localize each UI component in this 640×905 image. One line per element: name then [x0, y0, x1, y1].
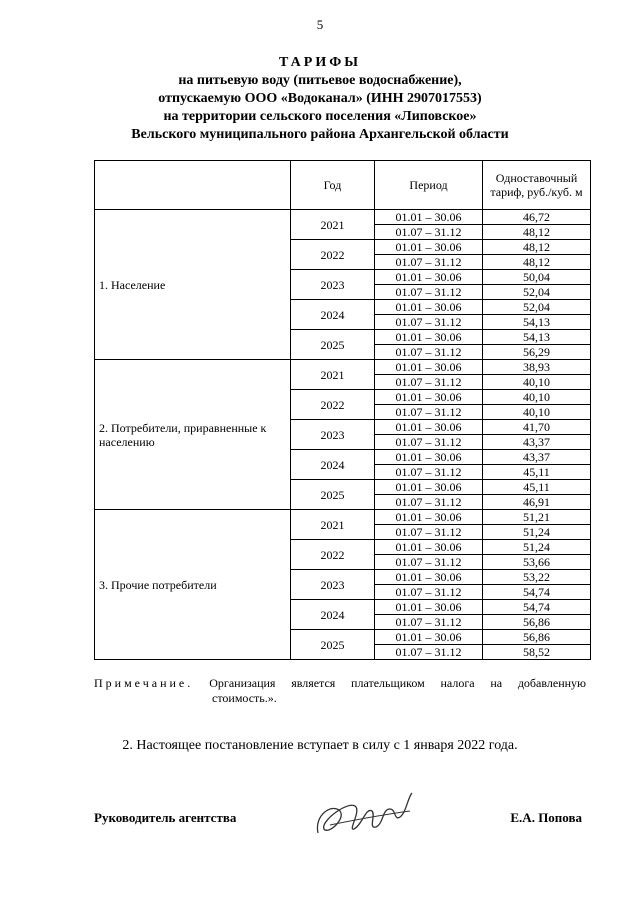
table-row	[95, 360, 591, 375]
period-cell: 01.07 – 31.12	[375, 495, 483, 510]
note-text-continued: стоимость.».	[212, 691, 277, 705]
tariff-value-cell: 52,04	[483, 285, 591, 300]
tariff-value-cell: 54,74	[483, 585, 591, 600]
title-line: отпускаемую ООО «Водоканал» (ИНН 2907017553)	[158, 91, 482, 106]
period-cell: 01.01 – 30.06	[375, 600, 483, 615]
period-cell: 01.07 – 31.12	[375, 555, 483, 570]
category-cell: 1. Население	[95, 210, 291, 360]
year-cell: 2024	[291, 300, 375, 330]
period-cell: 01.07 – 31.12	[375, 645, 483, 660]
title-line: Вельского муниципального района Архангельской области	[131, 127, 509, 142]
signatory-name: Е.А. Попова	[510, 810, 582, 825]
tariff-value-cell: 43,37	[483, 435, 591, 450]
period-cell: 01.07 – 31.12	[375, 225, 483, 240]
tariff-value-cell: 41,70	[483, 420, 591, 435]
tariff-value-cell: 54,13	[483, 330, 591, 345]
title-heading: ТАРИФЫ	[279, 55, 361, 70]
tariff-value-cell: 48,12	[483, 255, 591, 270]
year-cell: 2024	[291, 450, 375, 480]
year-cell: 2022	[291, 540, 375, 570]
period-cell: 01.01 – 30.06	[375, 210, 483, 225]
header-category	[95, 161, 291, 210]
period-cell: 01.07 – 31.12	[375, 345, 483, 360]
period-cell: 01.07 – 31.12	[375, 525, 483, 540]
year-cell: 2025	[291, 330, 375, 360]
period-cell: 01.07 – 31.12	[375, 585, 483, 600]
page-number: 5	[316, 17, 324, 32]
tariff-value-cell: 56,29	[483, 345, 591, 360]
year-cell: 2025	[291, 480, 375, 510]
tariffs-table	[94, 160, 591, 660]
title-line: на территории сельского поселения «Липовское»	[163, 109, 477, 124]
period-cell: 01.07 – 31.12	[375, 255, 483, 270]
year-cell: 2021	[291, 360, 375, 390]
tariff-value-cell: 50,04	[483, 270, 591, 285]
tariff-value-cell: 51,24	[483, 525, 591, 540]
tariff-value-cell: 58,52	[483, 645, 591, 660]
tariff-value-cell: 52,04	[483, 300, 591, 315]
period-cell: 01.01 – 30.06	[375, 240, 483, 255]
table-header-row	[95, 161, 591, 210]
tariff-value-cell: 40,10	[483, 405, 591, 420]
note	[94, 676, 586, 706]
signatory-role: Руководитель агентства	[94, 810, 237, 825]
tariff-value-cell: 40,10	[483, 390, 591, 405]
period-cell: 01.07 – 31.12	[375, 315, 483, 330]
year-cell: 2023	[291, 570, 375, 600]
handwritten-signature	[310, 785, 420, 845]
period-cell: 01.07 – 31.12	[375, 435, 483, 450]
tariff-value-cell: 48,12	[483, 240, 591, 255]
table-row	[95, 510, 591, 525]
tariff-value-cell: 38,93	[483, 360, 591, 375]
period-cell: 01.01 – 30.06	[375, 480, 483, 495]
tariff-value-cell: 43,37	[483, 450, 591, 465]
period-cell: 01.01 – 30.06	[375, 540, 483, 555]
tariff-value-cell: 56,86	[483, 615, 591, 630]
period-cell: 01.07 – 31.12	[375, 285, 483, 300]
period-cell: 01.07 – 31.12	[375, 405, 483, 420]
period-cell: 01.07 – 31.12	[375, 615, 483, 630]
period-cell: 01.01 – 30.06	[375, 630, 483, 645]
tariffs-table-body	[95, 210, 591, 660]
period-cell: 01.01 – 30.06	[375, 270, 483, 285]
header-tariff: Одноставочный тариф, руб./куб. м	[483, 161, 591, 210]
tariff-value-cell: 46,91	[483, 495, 591, 510]
year-cell: 2023	[291, 270, 375, 300]
tariff-value-cell: 54,74	[483, 600, 591, 615]
period-cell: 01.01 – 30.06	[375, 570, 483, 585]
period-cell: 01.01 – 30.06	[375, 420, 483, 435]
tariff-value-cell: 48,12	[483, 225, 591, 240]
document-title	[0, 54, 640, 144]
tariff-value-cell: 56,86	[483, 630, 591, 645]
tariff-value-cell: 46,72	[483, 210, 591, 225]
header-year: Год	[291, 161, 375, 210]
period-cell: 01.01 – 30.06	[375, 360, 483, 375]
period-cell: 01.07 – 31.12	[375, 375, 483, 390]
year-cell: 2024	[291, 600, 375, 630]
year-cell: 2021	[291, 510, 375, 540]
period-cell: 01.01 – 30.06	[375, 510, 483, 525]
tariff-value-cell: 53,66	[483, 555, 591, 570]
tariff-value-cell: 54,13	[483, 315, 591, 330]
tariff-value-cell: 40,10	[483, 375, 591, 390]
year-cell: 2023	[291, 420, 375, 450]
note-label: Примечание.	[94, 676, 194, 690]
period-cell: 01.01 – 30.06	[375, 330, 483, 345]
period-cell: 01.01 – 30.06	[375, 300, 483, 315]
decree-text: 2. Настоящее постановление вступает в силу с 1 января 2022 года.	[122, 738, 518, 753]
tariff-value-cell: 51,21	[483, 510, 591, 525]
period-cell: 01.01 – 30.06	[375, 390, 483, 405]
category-cell: 2. Потребители, приравненные к населению	[95, 360, 291, 510]
year-cell: 2022	[291, 240, 375, 270]
year-cell: 2025	[291, 630, 375, 660]
period-cell: 01.07 – 31.12	[375, 465, 483, 480]
period-cell: 01.01 – 30.06	[375, 450, 483, 465]
category-cell: 3. Прочие потребители	[95, 510, 291, 660]
note-text: Организация является плательщиком налога на добавленную	[209, 676, 586, 690]
tariff-value-cell: 53,22	[483, 570, 591, 585]
table-row	[95, 210, 591, 225]
header-period: Период	[375, 161, 483, 210]
tariff-value-cell: 51,24	[483, 540, 591, 555]
year-cell: 2022	[291, 390, 375, 420]
year-cell: 2021	[291, 210, 375, 240]
tariff-value-cell: 45,11	[483, 480, 591, 495]
tariff-value-cell: 45,11	[483, 465, 591, 480]
title-line: на питьевую воду (питьевое водоснабжение),	[178, 73, 462, 88]
